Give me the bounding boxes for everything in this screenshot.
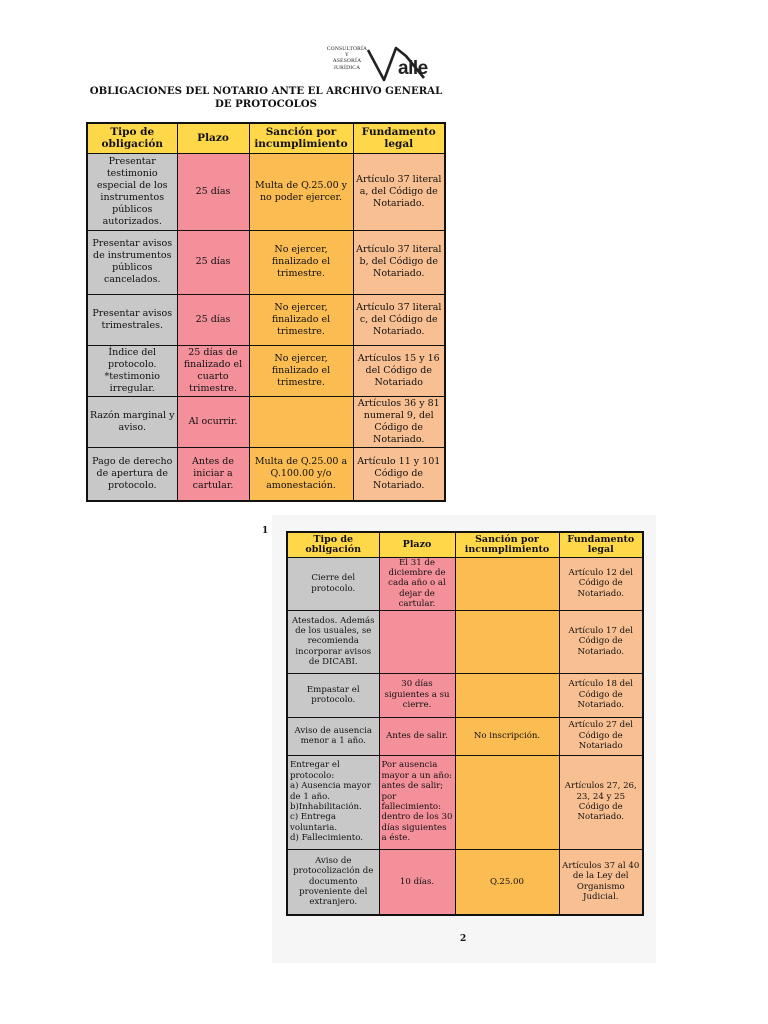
cell-tipo: Entregar el protocolo: a) Ausencia mayor de 1 año. b)Inhabilitación. c) Entrega voluntaria. d) Fallecimiento.: [287, 755, 379, 849]
header-sancion: Sanción por incumplimiento: [249, 123, 353, 153]
cell-sancion: [455, 557, 559, 610]
cell-sancion: No ejercer, finalizado el trimestre.: [249, 345, 353, 396]
table-row: [287, 673, 643, 717]
cell-fundamento: Artículo 17 del Código de Notariado.: [559, 610, 643, 673]
cell-tipo: Índice del protocolo. *testimonio irregular.: [87, 345, 177, 396]
cell-fundamento: Artículo 18 del Código de Notariado.: [559, 673, 643, 717]
table-row: [87, 294, 445, 345]
cell-sancion: No inscripción.: [455, 717, 559, 755]
cell-plazo: 30 días siguientes a su cierre.: [379, 673, 455, 717]
cell-plazo: 25 días: [177, 294, 249, 345]
cell-sancion: Q.25.00: [455, 849, 559, 915]
cell-fundamento: Artículo 27 del Código de Notariado: [559, 717, 643, 755]
cell-sancion: [455, 673, 559, 717]
cell-sancion: No ejercer, finalizado el trimestre.: [249, 294, 353, 345]
cell-tipo: Cierre del protocolo.: [287, 557, 379, 610]
cell-sancion: [455, 610, 559, 673]
header-sancion: Sanción por incumplimiento: [455, 532, 559, 557]
cell-sancion: [455, 755, 559, 849]
cell-plazo: 25 días: [177, 153, 249, 230]
cell-tipo: Atestados. Además de los usuales, se recomienda incorporar avisos de DICABI.: [287, 610, 379, 673]
cell-tipo: Presentar avisos de instrumentos públicos cancelados.: [87, 230, 177, 294]
table-header-row: [87, 123, 445, 153]
cell-sancion: Multa de Q.25.00 a Q.100.00 y/o amonestación.: [249, 447, 353, 501]
logo-word: alle: [398, 58, 428, 79]
firm-logo: [326, 42, 434, 84]
cell-fundamento: Artículos 37 al 40 de la Ley del Organismo Judicial.: [559, 849, 643, 915]
table-row: [287, 557, 643, 610]
cell-fundamento: Artículos 36 y 81 numeral 9, del Código de Notariado.: [353, 396, 445, 447]
cell-tipo: Pago de derecho de apertura de protocolo.: [87, 447, 177, 501]
cell-tipo: Aviso de ausencia menor a 1 año.: [287, 717, 379, 755]
cell-sancion: [249, 396, 353, 447]
cell-plazo: 10 días.: [379, 849, 455, 915]
obligations-table-1: [86, 122, 446, 502]
table-row: [87, 230, 445, 294]
table-row: [287, 755, 643, 849]
cell-fundamento: Artículo 37 literal a, del Código de Notariado.: [353, 153, 445, 230]
cell-plazo: 25 días: [177, 230, 249, 294]
cell-tipo: Presentar avisos trimestrales.: [87, 294, 177, 345]
table-row: [287, 717, 643, 755]
cell-plazo: Antes de iniciar a cartular.: [177, 447, 249, 501]
header-tipo: Tipo de obligación: [287, 532, 379, 557]
page-number-1: 1: [262, 526, 269, 536]
page-title: OBLIGACIONES DEL NOTARIO ANTE EL ARCHIVO GENERAL DE PROTOCOLOS: [89, 85, 443, 110]
cell-plazo: Antes de salir.: [379, 717, 455, 755]
table-row: [87, 345, 445, 396]
cell-tipo: Aviso de protocolización de documento proveniente del extranjero.: [287, 849, 379, 915]
header-plazo: Plazo: [177, 123, 249, 153]
cell-tipo: Razón marginal y aviso.: [87, 396, 177, 447]
cell-fundamento: Artículos 27, 26, 23, 24 y 25 Código de Notariado.: [559, 755, 643, 849]
cell-fundamento: Artículo 11 y 101 Código de Notariado.: [353, 447, 445, 501]
obligations-table-2: [286, 531, 644, 916]
cell-plazo: Por ausencia mayor a un año: antes de salir; por fallecimiento: dentro de los 30 días siguientes a éste.: [379, 755, 455, 849]
table-row: [287, 849, 643, 915]
cell-plazo: [379, 610, 455, 673]
cell-plazo: El 31 de diciembre de cada año o al dejar de cartular.: [379, 557, 455, 610]
cell-fundamento: Artículo 37 literal c, del Código de Notariado.: [353, 294, 445, 345]
cell-tipo: Empastar el protocolo.: [287, 673, 379, 717]
table-row: [87, 447, 445, 501]
page-number-2: 2: [460, 934, 467, 944]
cell-sancion: Multa de Q.25.00 y no poder ejercer.: [249, 153, 353, 230]
cell-fundamento: Artículo 37 literal b, del Código de Notariado.: [353, 230, 445, 294]
header-plazo: Plazo: [379, 532, 455, 557]
table-row: [87, 396, 445, 447]
table-row: [287, 610, 643, 673]
cell-fundamento: Artículos 15 y 16 del Código de Notariado: [353, 345, 445, 396]
table-header-row: [287, 532, 643, 557]
cell-plazo: 25 días de finalizado el cuarto trimestre.: [177, 345, 249, 396]
table-row: [87, 153, 445, 230]
cell-tipo: Presentar testimonio especial de los instrumentos públicos autorizados.: [87, 153, 177, 230]
header-fundamento: Fundamento legal: [559, 532, 643, 557]
cell-fundamento: Artículo 12 del Código de Notariado.: [559, 557, 643, 610]
header-fundamento: Fundamento legal: [353, 123, 445, 153]
logo-tagline: CONSULTORÍA Y ASESORÍA JURÍDICA: [326, 46, 368, 71]
header-tipo: Tipo de obligación: [87, 123, 177, 153]
cell-plazo: Al ocurrir.: [177, 396, 249, 447]
cell-sancion: No ejercer, finalizado el trimestre.: [249, 230, 353, 294]
